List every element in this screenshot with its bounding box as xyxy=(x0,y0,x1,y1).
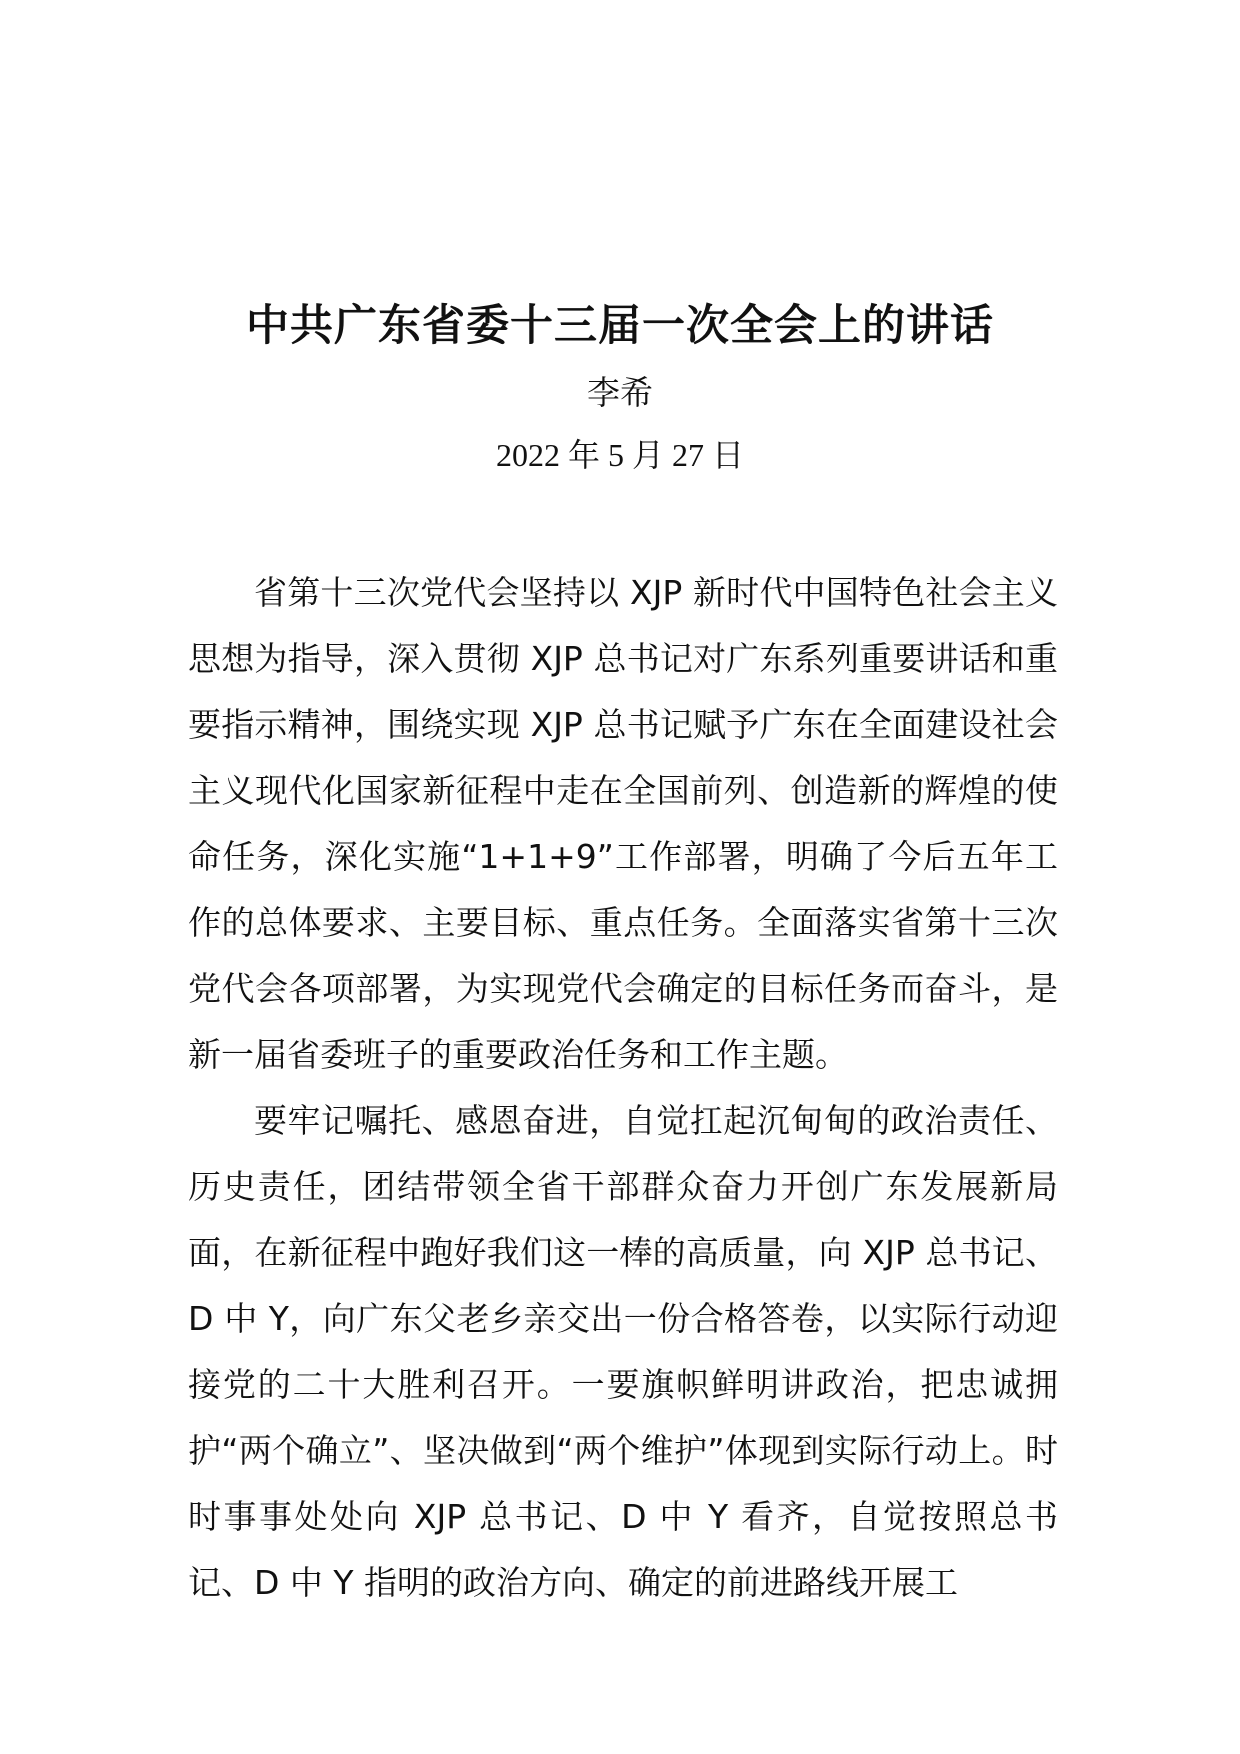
body-paragraph: 要牢记嘱托、感恩奋进，自觉扛起沉甸甸的政治责任、历史责任，团结带领全省干部群众奋力开创广东发展新局面，在新征程中跑好我们这一棒的高质量，向 XJP 总书记、D 中 Y，向广东父老乡亲交出一份合格答卷，以实际行动迎接党的二十大胜利召开。一要旗帜鲜明讲政治，把忠诚拥护“两个确立”、坚决做到“两个维护”体现到实际行动上。时时事事处处向 XJP 总书记、D 中 Y 看齐，自觉按照总书记、D 中 Y 指明的政治方向、确定的前进路线开展工 xyxy=(188,1101,1058,1602)
body-paragraph: 省第十三次党代会坚持以 XJP 新时代中国特色社会主义思想为指导，深入贯彻 XJP 总书记对广东系列重要讲话和重要指示精神，围绕实现 XJP 总书记赋予广东在全面建设社会主义现代化国家新征程中走在全国前列、创造新的辉煌的使命任务，深化实施“1+1+9”工作部署，明确了今后五年工作的总体要求、主要目标、重点任务。全面落实省第十三次党代会各项部署，为实现党代会确定的目标任务而奋斗，是新一届省委班子的重要政治任务和工作主题。 xyxy=(188,573,1058,1074)
document-author: 李希 xyxy=(587,373,653,412)
document-date: 2022 年 5 月 27 日 xyxy=(495,437,744,473)
document-body xyxy=(188,560,1058,1616)
document-title: 中共广东省委十三届一次全会上的讲话 xyxy=(246,301,994,351)
